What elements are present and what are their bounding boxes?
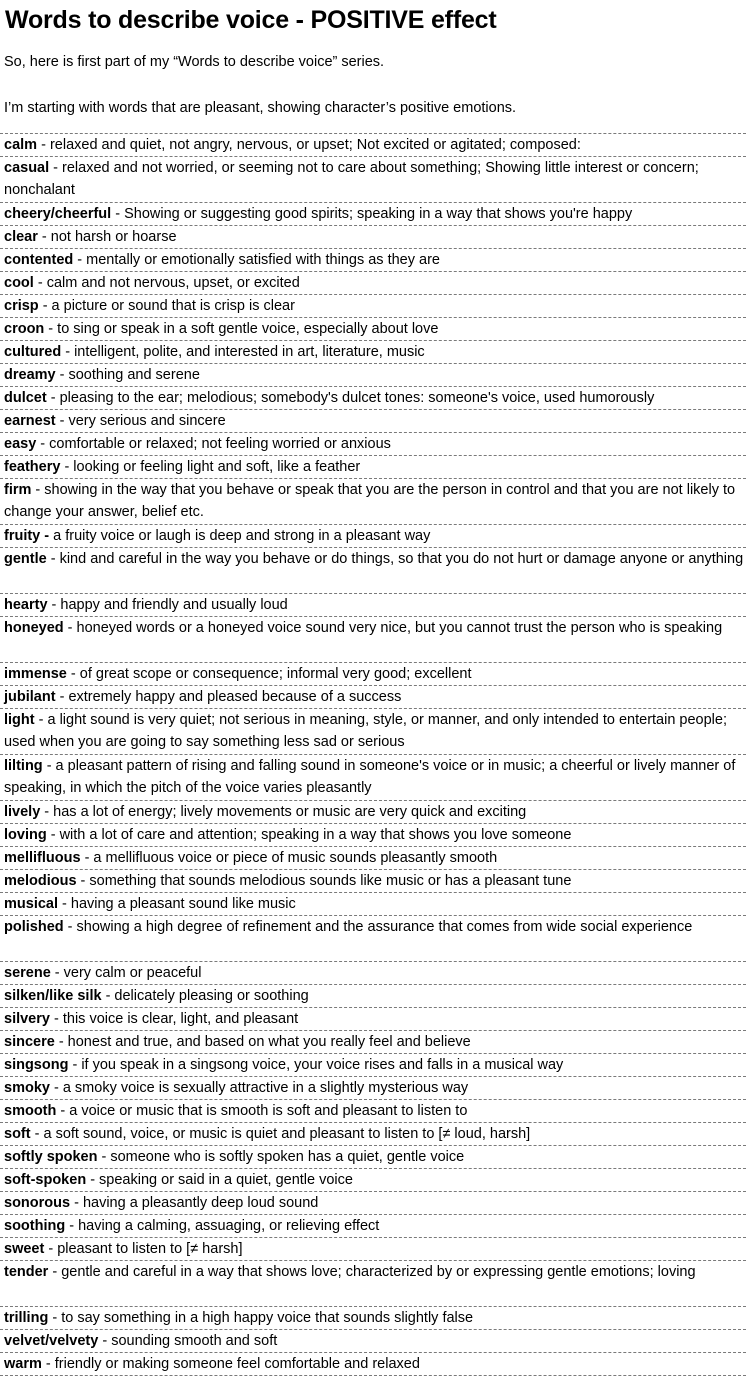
entry-definition: - showing a high degree of refinement and the assurance that comes from wide social experience	[63, 919, 693, 935]
entry-word: lilting	[4, 758, 43, 774]
list-item	[0, 410, 746, 433]
entry-definition: - a mellifluous voice or piece of music sounds pleasantly smooth	[80, 850, 498, 866]
entry-word: feathery	[4, 459, 61, 475]
entry-word: smooth	[4, 1103, 57, 1119]
entry-word: firm	[4, 482, 32, 498]
entry-definition: - pleasant to listen to [≠ harsh]	[44, 1241, 243, 1257]
list-item	[0, 157, 746, 203]
list-item	[0, 387, 746, 410]
entry-definition: - something that sounds melodious sounds like music or has a pleasant tune	[76, 873, 572, 889]
list-item	[0, 617, 746, 663]
entry-word: light	[4, 712, 35, 728]
list-item	[0, 364, 746, 387]
entry-word: honeyed	[4, 620, 64, 636]
entry-word: loving	[4, 827, 47, 843]
list-item	[0, 134, 746, 157]
entry-definition: - if you speak in a singsong voice, your voice rises and falls in a musical way	[68, 1057, 564, 1073]
list-item	[0, 1123, 746, 1146]
entry-word: hearty	[4, 597, 48, 613]
entry-word: silken/like silk	[4, 988, 102, 1004]
page-title: Words to describe voice - POSITIVE effect	[5, 6, 497, 34]
entry-definition: - a smoky voice is sexually attractive in a slightly mysterious way	[49, 1080, 469, 1096]
entry-definition: - gentle and careful in a way that shows love; characterized by or expressing gentle emotions; loving	[48, 1264, 696, 1280]
entry-word: mellifluous	[4, 850, 81, 866]
intro-gap	[4, 74, 746, 97]
entry-definition: - to sing or speak in a soft gentle voice, especially about love	[44, 321, 439, 337]
list-item	[0, 1330, 746, 1353]
list-item	[0, 755, 746, 801]
entry-definition: - speaking or said in a quiet, gentle voice	[86, 1172, 353, 1188]
entry-definition: - delicately pleasing or soothing	[101, 988, 309, 1004]
entry-definition: - having a pleasant sound like music	[58, 896, 296, 912]
list-item	[0, 870, 746, 893]
entry-word: contented	[4, 252, 74, 268]
entry-word: earnest	[4, 413, 56, 429]
list-item	[0, 1192, 746, 1215]
word-list	[0, 133, 746, 1376]
list-item	[0, 1169, 746, 1192]
entry-definition: - mentally or emotionally satisfied with things as they are	[73, 252, 440, 268]
entry-word: crisp	[4, 298, 39, 314]
entry-definition: - with a lot of care and attention; speaking in a way that shows you love someone	[46, 827, 572, 843]
entry-word: casual	[4, 160, 50, 176]
entry-word: cool	[4, 275, 34, 291]
list-item	[0, 249, 746, 272]
entry-definition: - soothing and serene	[55, 367, 200, 383]
entry-word: serene	[4, 965, 51, 981]
entry-word: croon	[4, 321, 45, 337]
entry-definition: - Showing or suggesting good spirits; speaking in a way that shows you're happy	[111, 206, 633, 222]
entry-definition: - comfortable or relaxed; not feeling worried or anxious	[36, 436, 391, 452]
list-item	[0, 847, 746, 870]
entry-word: warm	[4, 1356, 42, 1372]
entry-definition: - pleasing to the ear; melodious; somebody's dulcet tones: someone's voice, used humorously	[46, 390, 655, 406]
entry-definition: - having a pleasantly deep loud sound	[70, 1195, 319, 1211]
list-item	[0, 341, 746, 364]
list-item	[0, 433, 746, 456]
list-item	[0, 1238, 746, 1261]
entry-definition: - looking or feeling light and soft, like a feather	[60, 459, 361, 475]
entry-word: smoky	[4, 1080, 50, 1096]
list-item	[0, 479, 746, 525]
entry-definition: - sounding smooth and soft	[98, 1333, 278, 1349]
list-item	[0, 1031, 746, 1054]
list-item	[0, 709, 746, 755]
entry-definition: - very calm or peaceful	[50, 965, 202, 981]
entry-definition: - a voice or music that is smooth is soft and pleasant to listen to	[56, 1103, 468, 1119]
entry-word: dulcet	[4, 390, 47, 406]
entry-definition: - friendly or making someone feel comfortable and relaxed	[41, 1356, 420, 1372]
entry-word: cultured	[4, 344, 62, 360]
entry-definition: - a light sound is very quiet; not serious in meaning, style, or manner, and only intended to entertain people; used when you are going to say something less sad or serious	[4, 712, 727, 750]
entry-definition: - not harsh or hoarse	[37, 229, 177, 245]
list-item	[0, 663, 746, 686]
entry-word: clear	[4, 229, 38, 245]
entry-definition: - intelligent, polite, and interested in art, literature, music	[61, 344, 425, 360]
entry-word: trilling	[4, 1310, 49, 1326]
entry-word: tender	[4, 1264, 49, 1280]
list-item	[0, 203, 746, 226]
entry-definition: - relaxed and not worried, or seeming not to care about something; Showing little interest or concern; nonchalant	[4, 160, 699, 198]
entry-word: soft-spoken	[4, 1172, 87, 1188]
entry-word: silvery	[4, 1011, 50, 1027]
entry-word: sweet	[4, 1241, 45, 1257]
list-item	[0, 1054, 746, 1077]
entry-definition: - extremely happy and pleased because of a success	[55, 689, 402, 705]
entry-word: singsong	[4, 1057, 69, 1073]
entry-word: polished	[4, 919, 64, 935]
intro	[0, 51, 746, 120]
list-item	[0, 962, 746, 985]
entry-word: softly spoken	[4, 1149, 98, 1165]
list-item	[0, 1261, 746, 1307]
entry-definition: - has a lot of energy; lively movements or music are very quick and exciting	[40, 804, 527, 820]
list-item	[0, 525, 746, 548]
list-item	[0, 295, 746, 318]
list-item	[0, 1215, 746, 1238]
entry-definition: - a pleasant pattern of rising and falling sound in someone's voice or in music; a cheerful or lively manner of speaking, in which the pitch of the voice varies pleasantly	[4, 758, 736, 796]
list-item	[0, 594, 746, 617]
list-item	[0, 916, 746, 962]
list-item	[0, 226, 746, 249]
intro-line-1: So, here is first part of my “Words to describe voice” series.	[4, 54, 385, 70]
intro-line-2: I’m starting with words that are pleasant, showing character’s positive emotions.	[4, 100, 517, 116]
entry-definition: - honeyed words or a honeyed voice sound very nice, but you cannot trust the person who is speaking	[63, 620, 723, 636]
entry-word: cheery/cheerful	[4, 206, 112, 222]
entry-word: easy	[4, 436, 37, 452]
list-item	[0, 985, 746, 1008]
entry-definition: - having a calming, assuaging, or relieving effect	[65, 1218, 380, 1234]
list-item	[0, 1077, 746, 1100]
entry-definition: - this voice is clear, light, and pleasant	[49, 1011, 299, 1027]
entry-word: soothing	[4, 1218, 66, 1234]
entry-word: melodious	[4, 873, 77, 889]
list-item	[0, 1307, 746, 1330]
entry-definition: - someone who is softly spoken has a quiet, gentle voice	[97, 1149, 465, 1165]
entry-word: musical	[4, 896, 58, 912]
entry-word: sincere	[4, 1034, 55, 1050]
list-item	[0, 1008, 746, 1031]
list-item	[0, 318, 746, 341]
entry-definition: - a soft sound, voice, or music is quiet and pleasant to listen to [≠ loud, harsh]	[30, 1126, 531, 1142]
entry-definition: - honest and true, and based on what you really feel and believe	[54, 1034, 471, 1050]
list-item	[0, 1353, 746, 1376]
entry-word: jubilant	[4, 689, 56, 705]
list-item	[0, 824, 746, 847]
list-item	[0, 272, 746, 295]
spacer	[0, 120, 746, 133]
entry-definition: - of great scope or consequence; informal very good; excellent	[66, 666, 472, 682]
entry-definition: - relaxed and quiet, not angry, nervous, or upset; Not excited or agitated; composed:	[37, 137, 581, 153]
entry-definition: - kind and careful in the way you behave or do things, so that you do not hurt or damage anyone or anything	[46, 551, 744, 567]
entry-definition: a fruity voice or laugh is deep and strong in a pleasant way	[49, 528, 431, 544]
entry-word: velvet/velvety	[4, 1333, 99, 1349]
entry-definition: - to say something in a high happy voice that sounds slightly false	[48, 1310, 474, 1326]
entry-word: soft	[4, 1126, 31, 1142]
entry-definition: - happy and friendly and usually loud	[47, 597, 288, 613]
entry-definition: - a picture or sound that is crisp is clear	[38, 298, 295, 314]
entry-word: lively	[4, 804, 41, 820]
entry-word: calm	[4, 137, 38, 153]
entry-definition: - very serious and sincere	[55, 413, 226, 429]
entry-word: dreamy	[4, 367, 56, 383]
entry-word: gentle	[4, 551, 47, 567]
entry-word: sonorous	[4, 1195, 71, 1211]
list-item	[0, 1100, 746, 1123]
entry-word: fruity -	[4, 528, 50, 544]
list-item	[0, 548, 746, 594]
list-item	[0, 893, 746, 916]
list-item	[0, 1146, 746, 1169]
list-item	[0, 686, 746, 709]
list-item	[0, 456, 746, 479]
entry-definition: - calm and not nervous, upset, or excited	[33, 275, 300, 291]
entry-definition: - showing in the way that you behave or speak that you are the person in control and that you are not likely to change your answer, belief etc.	[4, 482, 736, 520]
list-item	[0, 801, 746, 824]
entry-word: immense	[4, 666, 67, 682]
